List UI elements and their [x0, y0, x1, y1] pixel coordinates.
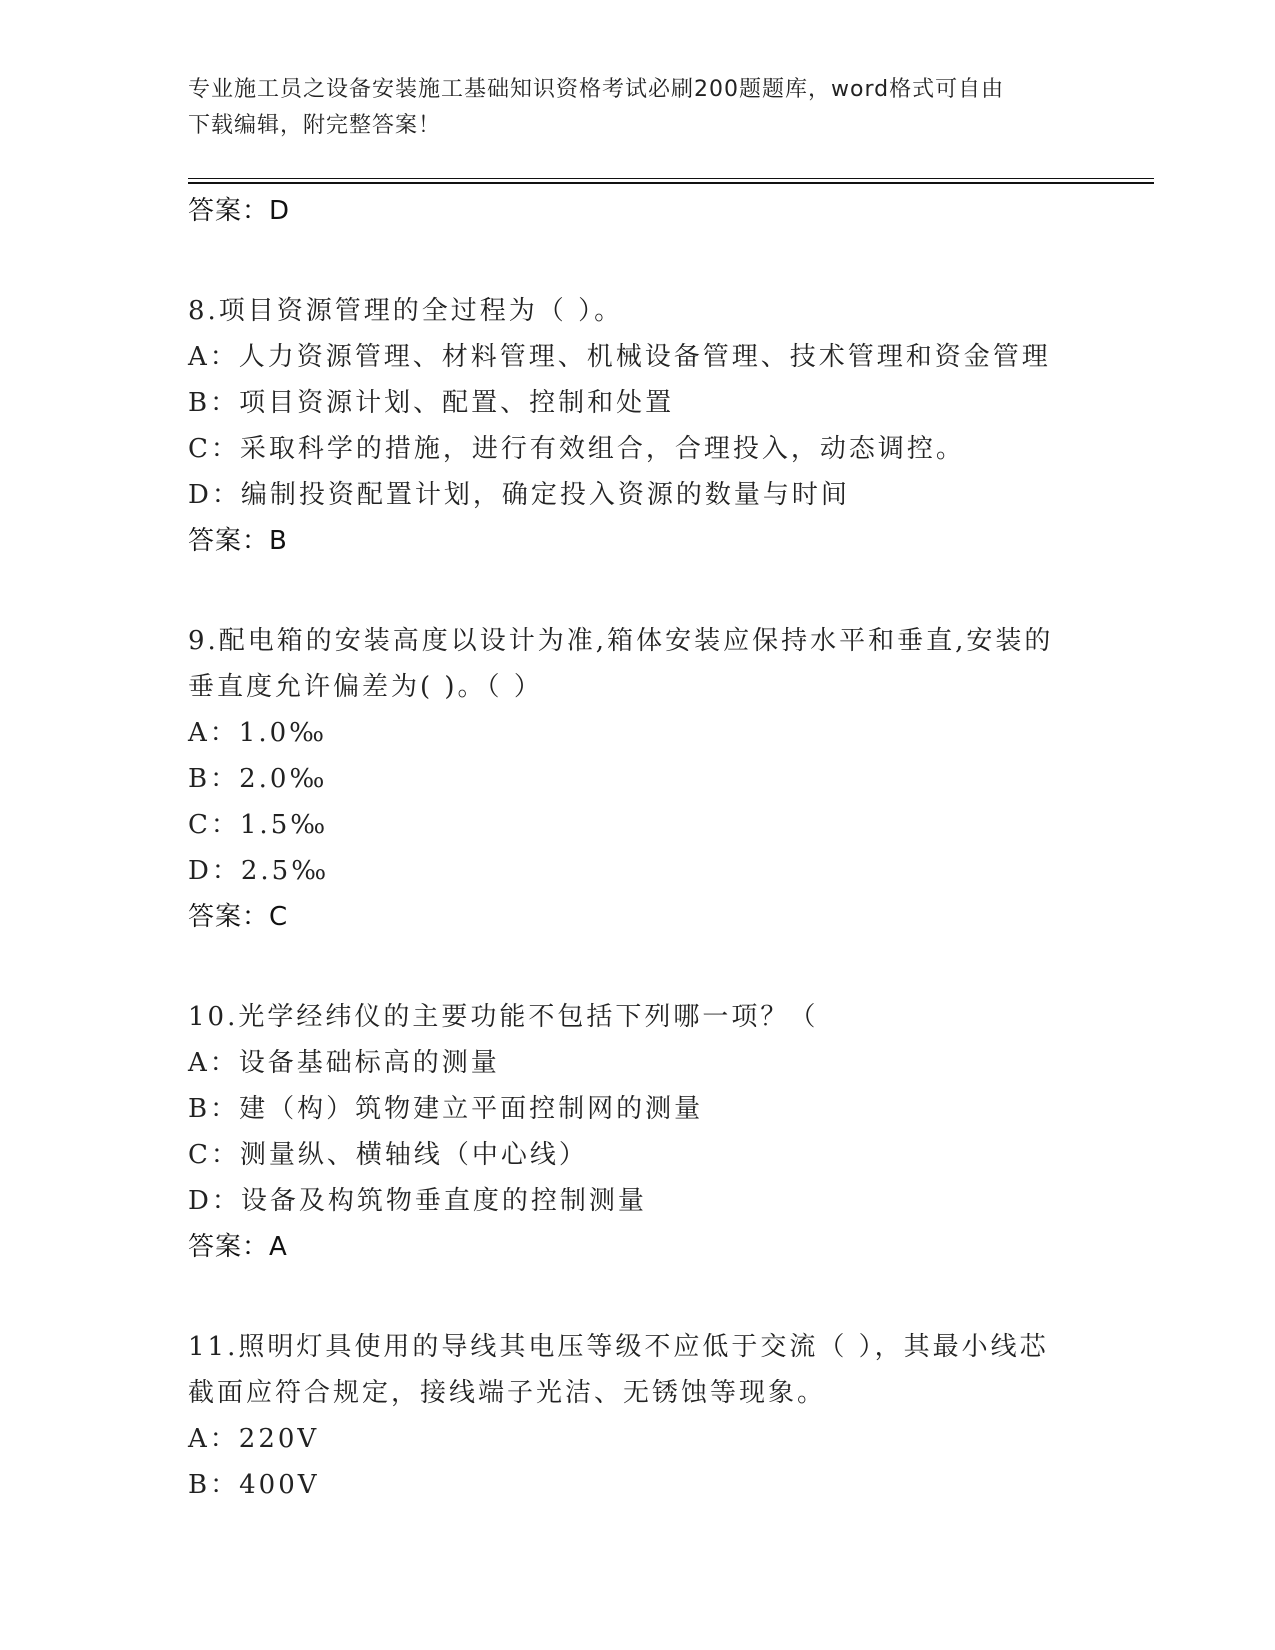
option-b: B：项目资源计划、配置、控制和处置 — [188, 388, 675, 418]
question-list — [188, 188, 1088, 1508]
question-text-continued: 截面应符合规定，接线端子光洁、无锈蚀等现象。 — [188, 1378, 827, 1408]
answer-label: 答案：A — [188, 1232, 288, 1262]
previous-answer: 答案：D — [188, 196, 291, 226]
answer-label: 答案：C — [188, 902, 289, 932]
question-10 — [188, 994, 1088, 1270]
header-line-2: 下载编辑，附完整答案！ — [188, 113, 442, 138]
document-header — [188, 72, 1088, 144]
question-text-continued: 垂直度允许偏差为( )。（ ） — [188, 672, 543, 702]
header-divider-thick — [188, 182, 1154, 184]
option-a: A：1.0‰ — [188, 718, 328, 748]
answer-label: 答案：B — [188, 526, 288, 556]
option-b: B：2.0‰ — [188, 764, 328, 794]
question-text: 10.光学经纬仪的主要功能不包括下列哪一项？（ — [188, 1002, 819, 1032]
option-a: A：设备基础标高的测量 — [188, 1048, 500, 1078]
question-8 — [188, 288, 1088, 564]
question-11 — [188, 1324, 1088, 1508]
option-c: C：采取科学的措施，进行有效组合，合理投入，动态调控。 — [188, 434, 965, 464]
question-9 — [188, 618, 1088, 940]
option-b: B：建（构）筑物建立平面控制网的测量 — [188, 1094, 704, 1124]
option-a: A：220V — [188, 1424, 320, 1454]
option-c: C：1.5‰ — [188, 810, 329, 840]
header-divider-thin — [188, 178, 1154, 179]
header-line-1: 专业施工员之设备安装施工基础知识资格考试必刷200题题库，word格式可自由 — [188, 77, 1005, 102]
option-b: B：400V — [188, 1470, 320, 1500]
option-a: A：人力资源管理、材料管理、机械设备管理、技术管理和资金管理 — [188, 342, 1051, 372]
question-text: 9.配电箱的安装高度以设计为准,箱体安装应保持水平和垂直,安装的 — [188, 626, 1054, 656]
option-d: D：设备及构筑物垂直度的控制测量 — [188, 1186, 647, 1216]
option-d: D：编制投资配置计划，确定投入资源的数量与时间 — [188, 480, 850, 510]
option-c: C：测量纵、横轴线（中心线） — [188, 1140, 588, 1170]
question-text: 8.项目资源管理的全过程为（ ）。 — [188, 296, 624, 326]
option-d: D：2.5‰ — [188, 856, 330, 886]
question-text: 11.照明灯具使用的导线其电压等级不应低于交流（ ），其最小线芯 — [188, 1332, 1049, 1362]
